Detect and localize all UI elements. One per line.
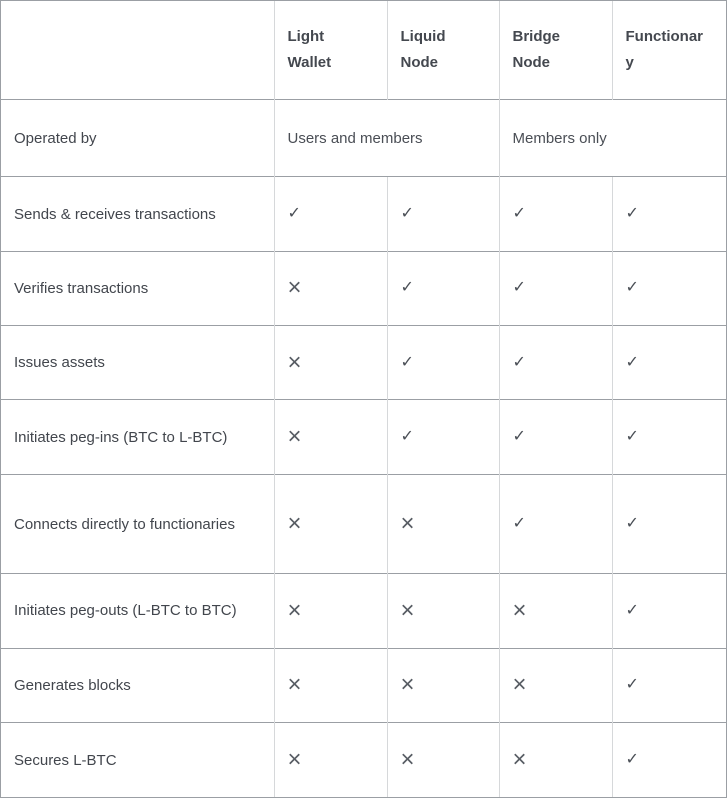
row-label: Initiates peg-ins (BTC to L-BTC) [1,400,274,474]
feature-cell: × [387,648,499,722]
feature-cell: ✓ [387,177,499,251]
column-header-label: Liquid Node [400,27,446,71]
row-label: Secures L-BTC [1,723,274,797]
table-row [1,474,726,574]
operated-by-users-and-members: Users and members [274,99,499,176]
table-row [1,648,726,722]
table-row [1,400,726,474]
feature-cell: ✓ [612,574,726,648]
feature-cell: × [499,723,612,797]
feature-cell: ✓ [499,400,612,474]
feature-cell: ✓ [499,474,612,574]
feature-cell: × [274,400,387,474]
feature-cell: ✓ [612,648,726,722]
table-row [1,251,726,325]
feature-cell: ✓ [612,326,726,400]
feature-cell: ✓ [612,474,726,574]
feature-cell: ✓ [387,251,499,325]
feature-cell: × [274,648,387,722]
feature-cell: ✓ [274,177,387,251]
column-header-bridge-node [499,1,612,99]
feature-cell: × [387,574,499,648]
row-label: Generates blocks [1,648,274,722]
column-header-label: Bridge Node [512,27,561,71]
column-header-label: Light Wallet [287,27,332,71]
feature-cell: × [274,251,387,325]
node-feature-matrix [1,1,726,797]
row-label: Verifies transactions [1,251,274,325]
row-label: Issues assets [1,326,274,400]
table-row [1,574,726,648]
feature-cell: ✓ [612,723,726,797]
row-label: Sends & receives transactions [1,177,274,251]
table-row [1,326,726,400]
column-header-label: Functionary [625,27,703,71]
feature-cell: × [274,574,387,648]
feature-cell: × [274,326,387,400]
feature-cell: × [387,723,499,797]
column-header-light-wallet [274,1,387,99]
feature-cell: ✓ [499,177,612,251]
column-header-liquid-node [387,1,499,99]
table-row-operated-by [1,99,726,176]
table-row [1,177,726,251]
feature-cell: × [387,474,499,574]
feature-cell: × [499,574,612,648]
operated-by-members-only: Members only [499,99,726,176]
feature-cell: × [274,723,387,797]
row-label: Connects directly to functionaries [1,474,274,574]
feature-cell: ✓ [499,326,612,400]
feature-cell: × [499,648,612,722]
table-row-header [1,1,726,99]
column-header-functionary [612,1,726,99]
feature-cell: ✓ [612,251,726,325]
row-label: Initiates peg-outs (L-BTC to BTC) [1,574,274,648]
feature-cell: ✓ [387,400,499,474]
feature-cell: ✓ [387,326,499,400]
feature-cell: ✓ [499,251,612,325]
corner-cell [1,1,274,99]
table-row [1,723,726,797]
row-label: Operated by [1,99,274,176]
feature-cell: ✓ [612,177,726,251]
feature-cell: ✓ [612,400,726,474]
feature-cell: × [274,474,387,574]
